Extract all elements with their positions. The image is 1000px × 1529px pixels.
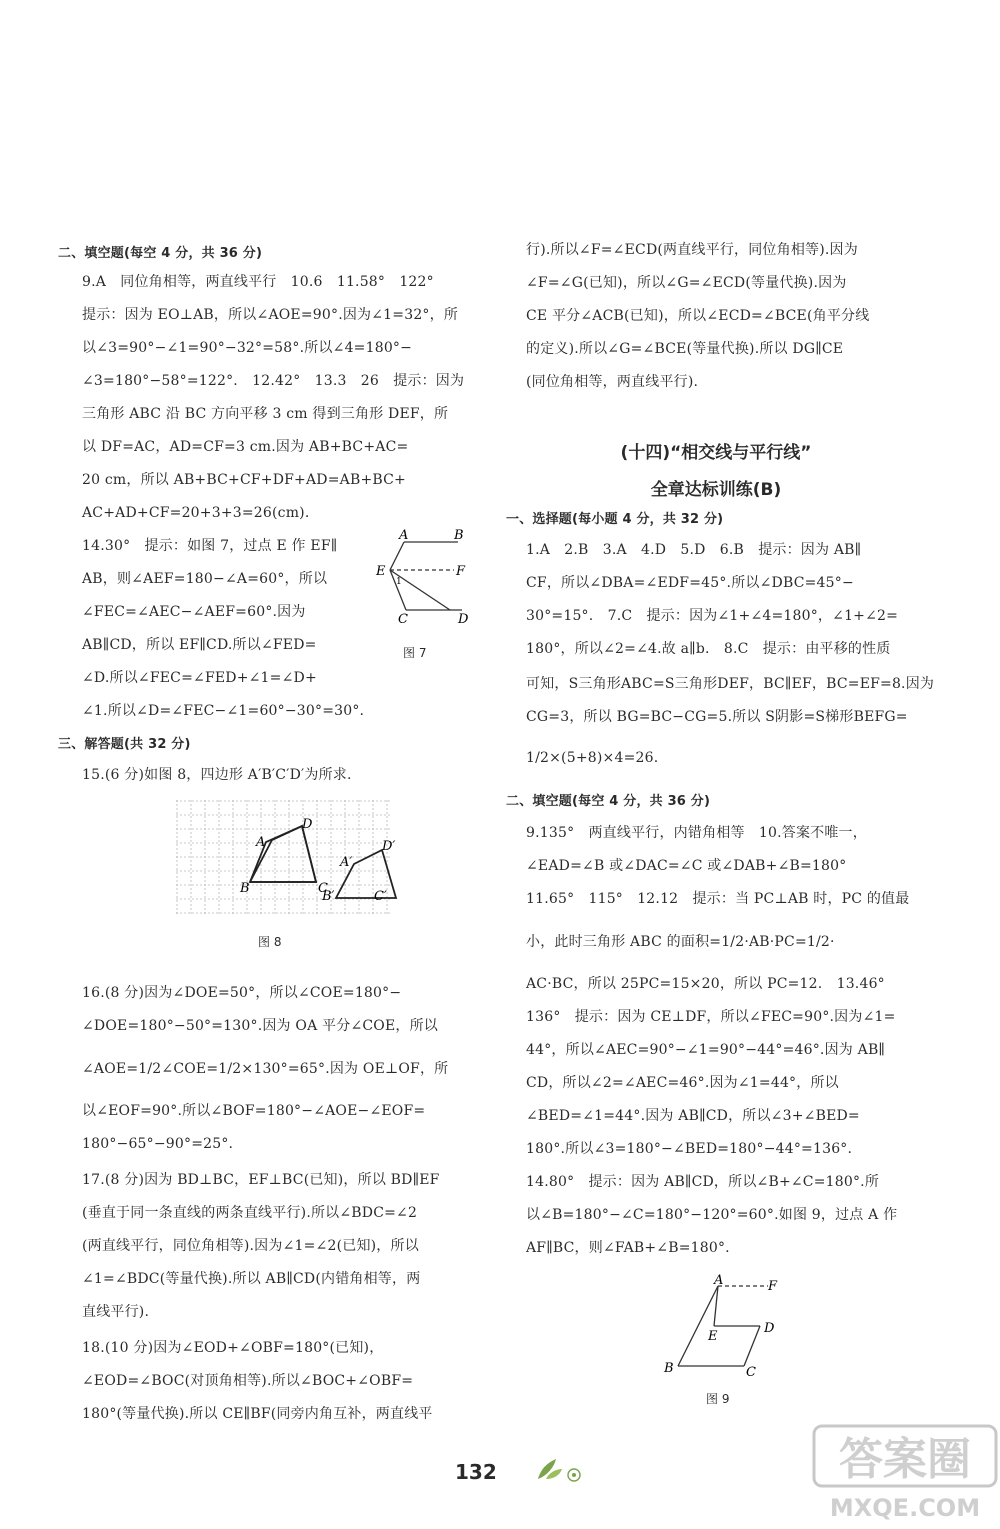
answer-line: ∠F=∠G(已知)，所以∠G=∠ECD(等量代换).因为 [526, 275, 847, 291]
answer-line: 9.A 同位角相等，两直线平行 10.6 11.58° 122° [82, 274, 434, 290]
fig7-label-A: A [399, 528, 409, 543]
fig8-label-C-prime: C′ [374, 889, 387, 904]
fig9-label-F: F [768, 1279, 778, 1294]
fig8-label-D-prime: D′ [382, 839, 396, 854]
fig8-label-A: A [256, 835, 266, 850]
figure-8-shapes [176, 800, 396, 916]
section-fill-blank-heading: 二、填空题(每空 4 分，共 36 分) [58, 246, 263, 261]
answer-line: 44°，所以∠AEC=90°−∠1=90°−44°=46°.因为 AB∥ [526, 1042, 886, 1058]
answer-line: 18.(10 分)因为∠EOD+∠OBF=180°(已知)， [82, 1340, 384, 1356]
answer-line: 以∠B=180°−∠C=180°−120°=60°.如图 9，过点 A 作 [526, 1207, 898, 1223]
watermark-top-text: 答案圈 [839, 1434, 971, 1485]
answer-line: 180°，所以∠2=∠4.故 a∥b. 8.C 提示：由平移的性质 [526, 641, 891, 657]
answer-line: 1/2×(5+8)×4=26. [526, 750, 659, 766]
answer-line: 以 DF=AC，AD=CF=3 cm.因为 AB+BC+AC= [82, 439, 409, 455]
answer-line: CF，所以∠DBA=∠EDF=45°.所以∠DBC=45°− [526, 575, 854, 591]
answer-line: ∠3=180°−58°=122°. 12.42° 13.3 26 提示：因为 [82, 373, 465, 389]
answer-line: 180°−65°−90°=25°. [82, 1136, 234, 1152]
fig7-label-F: F [456, 564, 466, 579]
fig8-label-B: B [240, 881, 250, 896]
answer-line: CG=3，所以 BG=BC−CG=5.所以 S阴影=S梯形BEFG= [526, 709, 908, 725]
answer-line: 11.65° 115° 12.12 提示：当 PC⊥AB 时，PC 的值最 [526, 891, 910, 907]
fig7-label-C: C [398, 612, 408, 627]
answer-line: 三角形 ABC 沿 BC 方向平移 3 cm 得到三角形 DEF，所 [82, 406, 449, 422]
section-solve-heading: 三、解答题(共 32 分) [58, 737, 191, 752]
answer-line: 直线平行). [82, 1304, 150, 1320]
answer-line: (垂直于同一条直线的两条直线平行).所以∠BDC=∠2 [82, 1205, 418, 1221]
answer-line: ∠EOD=∠BOC(对顶角相等).所以∠BOC+∠OBF= [82, 1373, 414, 1389]
answer-line: 以∠EOF=90°.所以∠BOF=180°−∠AOE−∠EOF= [82, 1103, 426, 1119]
page-number: 132 [455, 1460, 497, 1484]
answer-line: ∠AOE=1/2∠COE=1/2×130°=65°.因为 OE⊥OF，所 [82, 1061, 449, 1077]
answer-line: 9.135° 两直线平行，内错角相等 10.答案不唯一， [526, 825, 867, 841]
fig7-label-1: 1 [396, 577, 402, 587]
answer-line: 以∠3=90°−∠1=90°−32°=58°.所以∠4=180°− [82, 340, 413, 356]
section-fill-blank-heading-2: 二、填空题(每空 4 分，共 36 分) [506, 794, 711, 809]
section-choice-heading: 一、选择题(每小题 4 分，共 32 分) [506, 512, 724, 527]
answer-line: (同位角相等，两直线平行). [526, 374, 699, 390]
answer-line: 136° 提示：因为 CE⊥DF，所以∠FEC=90°.因为∠1= [526, 1009, 896, 1025]
figure-9-caption: 图 9 [706, 1392, 730, 1406]
figure-7-caption: 图 7 [403, 646, 427, 660]
answer-line: AB∥CD，所以 EF∥CD.所以∠FED= [82, 637, 317, 653]
answer-line: ∠FEC=∠AEC−∠AEF=60°.因为 [82, 604, 306, 620]
answer-line: AC+AD+CF=20+3+3=26(cm). [82, 505, 310, 521]
chapter-subtitle: 全章达标训练(B) [650, 480, 782, 500]
answer-line: 14.80° 提示：因为 AB∥CD，所以∠B+∠C=180°.所 [526, 1174, 880, 1190]
answer-line: 16.(8 分)因为∠DOE=50°，所以∠COE=180°− [82, 985, 402, 1001]
answer-line: 的定义).所以∠G=∠BCE(等量代换).所以 DG∥CE [526, 341, 844, 357]
answer-line: ∠1.所以∠D=∠FEC−∠1=60°−30°=30°. [82, 703, 365, 719]
answer-line: (两直线平行，同位角相等).因为∠1=∠2(已知)，所以 [82, 1238, 419, 1254]
answer-line: 180°(等量代换).所以 CE∥BF(同旁内角互补，两直线平 [82, 1406, 433, 1422]
answer-line: CE 平分∠ACB(已知)，所以∠ECD=∠BCE(角平分线 [526, 308, 870, 324]
fig9-label-C: C [746, 1365, 756, 1380]
leaf-ornament-icon [532, 1455, 588, 1485]
chapter-title: (十四)“相交线与平行线” [620, 443, 812, 463]
fig9-label-D: D [764, 1321, 775, 1336]
watermark-bottom-text: MXQE.COM [829, 1494, 981, 1522]
answer-line: AC·BC，所以 25PC=15×20，所以 PC=12. 13.46° [526, 976, 885, 992]
answer-line: ∠D.所以∠FEC=∠FED+∠1=∠D+ [82, 670, 317, 686]
figure-7-diagram [370, 528, 470, 628]
watermark-logo [810, 1420, 1000, 1529]
fig8-label-B-prime: B′ [322, 889, 335, 904]
answer-line: ∠1=∠BDC(等量代换).所以 AB∥CD(内错角相等，两 [82, 1271, 421, 1287]
answer-line: 17.(8 分)因为 BD⊥BC，EF⊥BC(已知)，所以 BD∥EF [82, 1172, 440, 1188]
answer-line: 可知，S三角形ABC=S三角形DEF，BC∥EF，BC=EF=8.因为 [526, 676, 935, 692]
answer-line: CD，所以∠2=∠AEC=46°.因为∠1=44°，所以 [526, 1075, 839, 1091]
answer-line: 15.(6 分)如图 8，四边形 A′B′C′D′为所求. [82, 767, 352, 783]
fig7-label-B: B [454, 528, 464, 543]
fig9-label-E: E [708, 1329, 718, 1344]
answer-line: 30°=15°. 7.C 提示：因为∠1+∠4=180°，∠1+∠2= [526, 608, 899, 624]
answer-line: 14.30° 提示：如图 7，过点 E 作 EF∥ [82, 538, 338, 554]
fig7-label-E: E [376, 564, 386, 579]
answer-line: AF∥BC，则∠FAB+∠B=180°. [526, 1240, 730, 1256]
figure-8-caption: 图 8 [258, 935, 282, 949]
fig8-label-C: C [318, 881, 328, 896]
answer-line: 小，此时三角形 ABC 的面积=1/2·AB·PC=1/2· [526, 934, 835, 950]
fig8-label-D: D [302, 817, 313, 832]
answer-line: 20 cm，所以 AB+BC+CF+DF+AD=AB+BC+ [82, 472, 406, 488]
answer-line: 1.A 2.B 3.A 4.D 5.D 6.B 提示：因为 AB∥ [526, 542, 862, 558]
fig9-label-B: B [664, 1361, 674, 1376]
answer-line: ∠EAD=∠B 或∠DAC=∠C 或∠DAB+∠B=180° [526, 858, 847, 874]
fig9-label-A: A [714, 1273, 724, 1288]
fig8-label-A-prime: A′ [340, 855, 353, 870]
answer-line: 180°.所以∠3=180°−∠BED=180°−44°=136°. [526, 1141, 853, 1157]
answer-line: ∠BED=∠1=44°.因为 AB∥CD，所以∠3+∠BED= [526, 1108, 860, 1124]
answer-line: AB，则∠AEF=180−∠A=60°，所以 [82, 571, 328, 587]
fig7-label-D: D [458, 612, 469, 627]
answer-line: 行).所以∠F=∠ECD(两直线平行，同位角相等).因为 [526, 242, 858, 258]
figure-9-diagram [656, 1273, 786, 1380]
answer-line: ∠DOE=180°−50°=130°.因为 OA 平分∠COE，所以 [82, 1018, 438, 1034]
answer-line: 提示：因为 EO⊥AB，所以∠AOE=90°.因为∠1=32°，所 [82, 307, 459, 323]
